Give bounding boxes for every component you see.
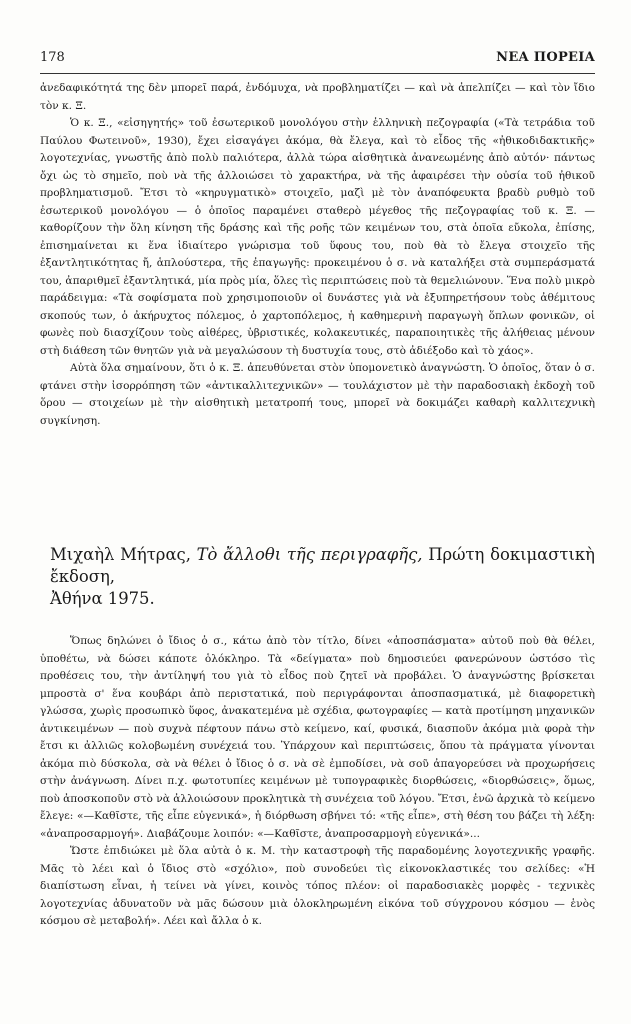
page-number: 178 xyxy=(40,50,65,65)
paragraph: ἀνεδαφικότητά της δὲν μπορεῖ παρά, ἐνδόμυχα, νὰ προβληματίζει — καὶ νὰ ἀπελπίζει — καὶ τὸν ἴδιο τὸν κ. Ξ. xyxy=(40,82,595,112)
review-author: Μιχαὴλ Μήτρας, xyxy=(50,545,191,564)
review-edition: Πρώτη δοκιμαστικὴ ἔκδοση, xyxy=(50,545,595,586)
header-rule xyxy=(40,73,595,74)
running-head xyxy=(40,50,595,70)
paragraph: Ὅπως δηλώνει ὁ ἴδιος ὁ σ., κάτω ἀπὸ τὸν τίτλο, δίνει «ἀποσπάσματα» αὐτοῦ ποὺ θὰ θέλει, ὑποθέτω, νὰ δώσει κάποτε ὁλόκληρο. Τὰ «δείγματα» ποὺ δημοσιεύει φανερώνουν ὡστόσο τὶς προθέσεις του, τὴν ἀντίληψή του γιὰ τὸ εἶδος ποὺ ζητεῖ νὰ προβάλει. Ὁ ἀναγνώστης βρίσκεται μπροστὰ σ' ἕνα κουβάρι ἀπὸ περιστατικά, ποὺ περιγράφονται ἀποσπασματικά, μὲ διαφορετικὴ γλώσσα, χωρὶς προσωπικὸ ὕφος, ἀνακατεμένα μὲ σχέδια, φωτογραφίες — κατὰ προτίμηση μηχανικῶν ἀντικειμένων — ποὺ συχνὰ πέφτουν πάνω στὸ κείμενο, καί, φυσικά, διασποῦν ἀκόμα μιὰ φορὰ τὴν ἔτσι κι ἀλλιῶς κολοβωμένη συνέχειά του. Ὑπάρχουν καὶ περιπτώσεις, ὅπου τὰ πράγματα γίνονται ἀκόμα πιὸ δύσκολα, σὰ νὰ θέλει ὁ ἴδιος ὁ σ. νὰ σὲ ἐμποδίσει, νὰ σοῦ ἀπαγορεύσει νὰ προχωρήσεις στὴν ἀνάγνωση. Δίνει π.χ. φωτοτυπίες κειμένων μὲ τυπογραφικὲς διορθώσεις, «διορθώσεις», ὅμως, ποὺ ἀποσκοποῦν στὸ νὰ ἀλλοιώσουν προκλητικὰ τὴ συνέχεια τοῦ λόγου. Ἔτσι, ἐνῶ ἀρχικὰ τὸ κείμενο ἔλεγε: «—Καθῖστε, τῆς εἶπε εὐγενικά», ἡ διόρθωση σβήνει τό: «τῆς εἶπε», στὴ θέση του βάζει τὴ λέξη: «ἀναπροσαρμογή». Διαβάζουμε λοιπόν: «—Καθῖστε, ἀναπροσαρμογὴ εὐγενικά»... xyxy=(40,635,596,840)
review-body xyxy=(40,633,595,931)
journal-title: ΝΕΑ ΠΟΡΕΙΑ xyxy=(496,50,595,65)
review-book-title: Τὸ ἄλλοθι τῆς περιγραφῆς, xyxy=(196,545,423,564)
essay-continuation xyxy=(40,80,595,430)
paragraph: Ὥστε ἐπιδιώκει μὲ ὅλα αὐτὰ ὁ κ. Μ. τὴν καταστροφὴ τῆς παραδομένης λογοτεχνικῆς γραφῆς. Μᾶς τὸ λέει καὶ ὁ ἴδιος στὸ «σχόλιο», ποὺ συνοδεύει τὶς εἰκονοκλαστικές του σελίδες: «Ἡ διαπίστωση εἶναι, ἡ τείνει νὰ γίνει, κοινὸς τόπος πλέον: οἱ παραδοσιακὲς μορφὲς - τεχνικὲς λογοτεχνίας ἀδυνατοῦν νὰ μᾶς δώσουν μιὰ ὁλοκληρωμένη εἰκόνα τοῦ σύγχρονου κόσμου — ἑνὸς κόσμου σὲ μεταβολή». Λέει καὶ ἄλλα ὁ κ. xyxy=(40,845,595,927)
paragraph: Αὐτὰ ὅλα σημαίνουν, ὅτι ὁ κ. Ξ. ἀπευθύνεται στὸν ὑπομονετικὸ ἀναγνώστη. Ὁ ὁποῖος, ὅταν ὁ σ. φτάνει στὴν ἰσορρόπηση τῶν «ἀντικαλλιτεχνικῶν» — τουλάχιστον μὲ τὴν παραδοσιακὴ ἐκδοχὴ τοῦ ὅρου — στοιχείων μὲ τὴν αἰσθητικὴ μετατροπή τους, μπορεῖ νὰ δοκιμάζει καθαρὴ καλλιτεχνικὴ συγκίνηση. xyxy=(40,362,595,427)
review-place-year: Ἀθήνα 1975. xyxy=(50,589,155,608)
review-heading xyxy=(50,544,595,610)
paragraph: Ὁ κ. Ξ., «εἰσηγητής» τοῦ ἐσωτερικοῦ μονολόγου στὴν ἑλληνικὴ πεζογραφία («Τὰ τετράδια τοῦ Παύλου Φωτεινοῦ», 1930), ἔχει εἰσαγάγει ἀκόμα, θὰ ἔλεγα, καὶ τὸ εἶδος τῆς «ἠθικοδιδακτικῆς» λογοτεχνίας, γνωστῆς ἀπὸ πολὺ παλιότερα, ἀλλὰ τώρα αἰσθητικὰ ἀνανεωμένης ἀπὸ αὐτόν· πάντως ὄχι ὡς τὸ σημεῖο, ποὺ νὰ τῆς ἀλλοιώσει τὸ χαρακτήρα, νὰ τῆς ἀφαιρέσει τὴν οὐσία τοῦ ἠθικοῦ προβληματισμοῦ. Ἔτσι τὸ «κηρυγματικὸ» στοιχεῖο, μαζὶ μὲ τὸν ἀναπόφευκτα βραδὺ ρυθμὸ τοῦ ἐσωτερικοῦ μονολόγου — ὁ ὁποῖος παραμένει σταθερὸ μέγεθος τῆς πεζογραφίας τοῦ κ. Ξ. — καθορίζουν τὴν ὅλη κίνηση τῆς δράσης καὶ τῆς ροῆς τῶν κειμένων του, στὰ ὁποῖα εὔκολα, ἐπίσης, ἐπισημαίνεται κι ἕνα ἰδιαίτερο γνώρισμα τοῦ ὕφους του, ποὺ θὰ τὸ ἔλεγα στοιχεῖο τῆς ἐξαντλητικότητας ἤ, ἁπλούστερα, τῆς ἐπαγωγῆς: προκειμένου ὁ σ. νὰ καταλήξει στὰ συμπεράσματά του, ἀπαριθμεῖ ἐξαντλητικά, μία πρὸς μία, ὅλες τὶς περιπτώσεις ποὺ τὰ θεμελιώνουν. Ἕνα πολὺ μικρὸ παράδειγμα: «Τὰ σοφίσματα ποὺ χρησιμοποιοῦν οἱ δυνάστες γιὰ νὰ ἐξυπηρετήσουν τοὺς ἀθέμιτους σκοπούς των, ὁ ἀκήρυχτος πόλεμος, ὁ χαρτοπόλεμος, ἡ καθημερινὴ παραγωγὴ ὅπλων φονικῶν, οἱ φωνὲς ποὺ διασχίζουν τοὺς αἰθέρες, ὑβριστικές, κολακευτικές, παραποιητικὲς τῆς ἀλήθειας μένουν στὴ διάθεση τῶν θνητῶν γιὰ νὰ μεγαλώσουν τὴ δυστυχία τους, στὸ ἀδιέξοδο καὶ τὸ χάος». xyxy=(40,117,595,357)
